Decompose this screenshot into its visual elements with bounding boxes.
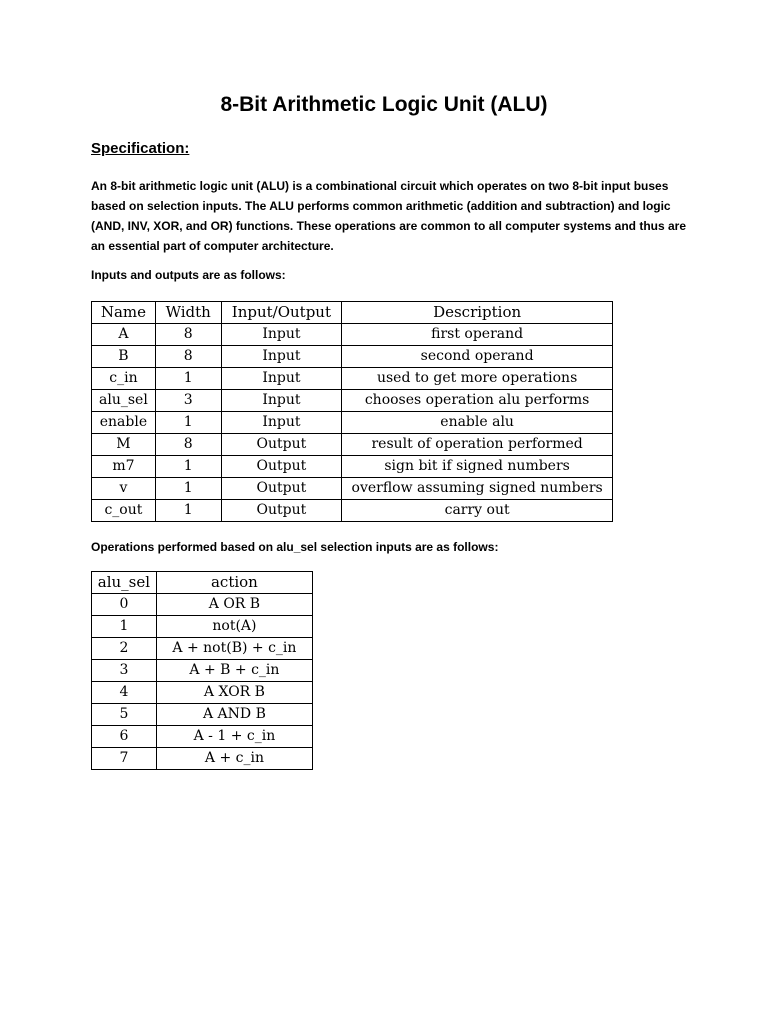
table-cell: not(A) bbox=[156, 616, 312, 638]
table-cell: v bbox=[92, 478, 156, 500]
operations-table-row bbox=[92, 660, 313, 682]
paragraph-line: An 8-bit arithmetic logic unit (ALU) is a combinational circuit which operates on two 8-bit input buses bbox=[91, 179, 669, 193]
table-cell: 2 bbox=[92, 638, 157, 660]
operations-table-row bbox=[92, 682, 313, 704]
table-cell: 5 bbox=[92, 704, 157, 726]
operations-table-row bbox=[92, 748, 313, 770]
table-cell: 1 bbox=[155, 368, 221, 390]
table-cell: Output bbox=[221, 500, 342, 522]
io-intro-text: Inputs and outputs are as follows: bbox=[91, 268, 286, 282]
io-table-row bbox=[92, 412, 613, 434]
table-cell: Output bbox=[221, 478, 342, 500]
table-cell: 1 bbox=[155, 456, 221, 478]
table-cell: 8 bbox=[155, 434, 221, 456]
table-cell: 8 bbox=[155, 324, 221, 346]
table-cell: A + not(B) + c_in bbox=[156, 638, 312, 660]
column-header: Width bbox=[155, 302, 221, 324]
table-cell: sign bit if signed numbers bbox=[342, 456, 613, 478]
table-cell: A OR B bbox=[156, 594, 312, 616]
table-cell: alu_sel bbox=[92, 390, 156, 412]
description-paragraph bbox=[91, 176, 691, 256]
operations-table-row bbox=[92, 638, 313, 660]
page-title: 8-Bit Arithmetic Logic Unit (ALU) bbox=[220, 93, 548, 116]
table-cell: Input bbox=[221, 390, 342, 412]
paragraph-line: (AND, INV, XOR, and OR) functions. These operations are common to all computer systems and thus are bbox=[91, 219, 687, 233]
operations-table-body bbox=[92, 594, 313, 770]
column-header: action bbox=[156, 572, 312, 594]
table-cell: 1 bbox=[155, 412, 221, 434]
table-cell: A bbox=[92, 324, 156, 346]
table-cell: A + B + c_in bbox=[156, 660, 312, 682]
table-cell: c_in bbox=[92, 368, 156, 390]
table-cell: 8 bbox=[155, 346, 221, 368]
table-cell: enable alu bbox=[342, 412, 613, 434]
table-cell: c_out bbox=[92, 500, 156, 522]
table-cell: carry out bbox=[342, 500, 613, 522]
column-header: Name bbox=[92, 302, 156, 324]
io-table-row bbox=[92, 390, 613, 412]
table-cell: 1 bbox=[92, 616, 157, 638]
io-table-body bbox=[92, 324, 613, 522]
table-cell: A XOR B bbox=[156, 682, 312, 704]
table-cell: 7 bbox=[92, 748, 157, 770]
column-header: Input/Output bbox=[221, 302, 342, 324]
io-table-row bbox=[92, 500, 613, 522]
operations-table-row bbox=[92, 594, 313, 616]
table-cell: used to get more operations bbox=[342, 368, 613, 390]
table-cell: chooses operation alu performs bbox=[342, 390, 613, 412]
table-cell: first operand bbox=[342, 324, 613, 346]
table-cell: second operand bbox=[342, 346, 613, 368]
column-header: alu_sel bbox=[92, 572, 157, 594]
table-cell: 3 bbox=[92, 660, 157, 682]
table-cell: 6 bbox=[92, 726, 157, 748]
io-table-header-row bbox=[92, 302, 613, 324]
table-cell: enable bbox=[92, 412, 156, 434]
table-cell: Output bbox=[221, 434, 342, 456]
table-cell: m7 bbox=[92, 456, 156, 478]
io-table-row bbox=[92, 368, 613, 390]
operations-table bbox=[91, 571, 313, 770]
operations-table-row bbox=[92, 616, 313, 638]
specification-heading: Specification: bbox=[91, 140, 190, 157]
paragraph-line: an essential part of computer architecture. bbox=[91, 239, 334, 253]
table-cell: 3 bbox=[155, 390, 221, 412]
table-cell: Input bbox=[221, 346, 342, 368]
table-cell: A AND B bbox=[156, 704, 312, 726]
paragraph-line: based on selection inputs. The ALU performs common arithmetic (addition and subtraction) and logic bbox=[91, 199, 671, 213]
io-table-row bbox=[92, 478, 613, 500]
table-cell: A - 1 + c_in bbox=[156, 726, 312, 748]
op-table-header-row bbox=[92, 572, 313, 594]
table-cell: Input bbox=[221, 368, 342, 390]
io-table-row bbox=[92, 346, 613, 368]
column-header: Description bbox=[342, 302, 613, 324]
table-cell: 0 bbox=[92, 594, 157, 616]
table-cell: overflow assuming signed numbers bbox=[342, 478, 613, 500]
io-table-row bbox=[92, 434, 613, 456]
io-table-row bbox=[92, 324, 613, 346]
table-cell: M bbox=[92, 434, 156, 456]
op-intro-text: Operations performed based on alu_sel selection inputs are as follows: bbox=[91, 540, 499, 554]
table-cell: 4 bbox=[92, 682, 157, 704]
io-table bbox=[91, 301, 613, 522]
table-cell: Output bbox=[221, 456, 342, 478]
operations-table-row bbox=[92, 704, 313, 726]
table-cell: A + c_in bbox=[156, 748, 312, 770]
table-cell: Input bbox=[221, 324, 342, 346]
table-cell: B bbox=[92, 346, 156, 368]
table-cell: Input bbox=[221, 412, 342, 434]
operations-table-row bbox=[92, 726, 313, 748]
table-cell: 1 bbox=[155, 500, 221, 522]
table-cell: result of operation performed bbox=[342, 434, 613, 456]
table-cell: 1 bbox=[155, 478, 221, 500]
io-table-row bbox=[92, 456, 613, 478]
